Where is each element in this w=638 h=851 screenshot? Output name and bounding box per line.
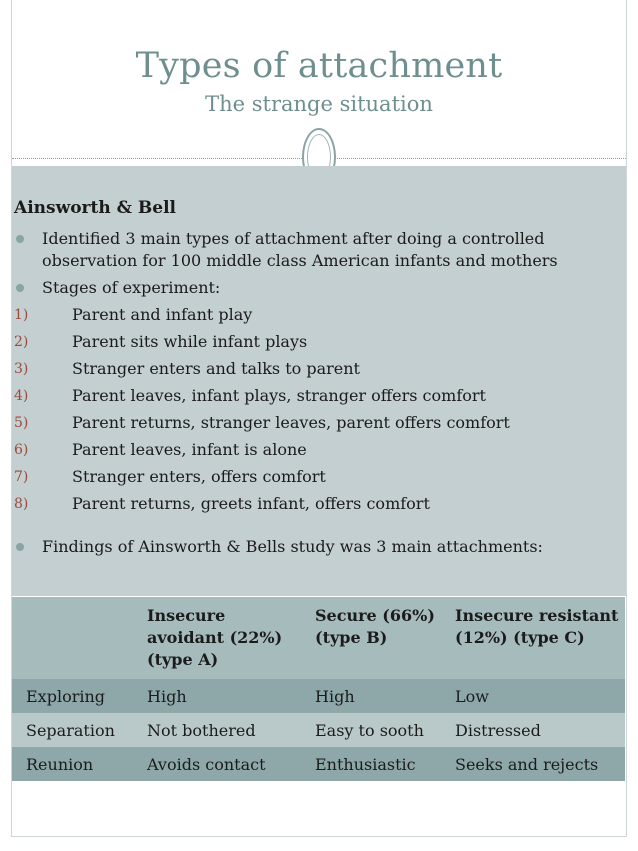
table-row-label: Exploring [12, 679, 133, 713]
attachment-table [12, 597, 625, 781]
bullet-dot-icon [16, 284, 24, 292]
table-cell: Avoids contact [133, 747, 301, 781]
table-header-cell: Insecure resistant (12%) (type C) [441, 597, 625, 679]
bullet-dot-icon [16, 235, 24, 243]
stage-text: Parent leaves, infant is alone [72, 440, 307, 459]
bottom-margin [0, 839, 638, 851]
table-cell: Enthusiastic [301, 747, 441, 781]
body-text [14, 194, 614, 563]
stage-text: Parent returns, greets infant, offers comfort [72, 494, 430, 513]
stage-text: Stranger enters, offers comfort [72, 467, 326, 486]
stage-item [14, 493, 614, 515]
stage-text: Parent returns, stranger leaves, parent offers comfort [72, 413, 510, 432]
stage-text: Stranger enters and talks to parent [72, 359, 360, 378]
content-heading: Ainsworth & Bell [14, 198, 177, 218]
stage-item [14, 412, 614, 434]
table-header-cell: Insecure avoidant (22%) (type A) [133, 597, 301, 679]
table-row [12, 713, 625, 747]
stage-number: 3) [14, 361, 29, 377]
table-cell: Easy to sooth [301, 713, 441, 747]
bullet-item [14, 536, 614, 558]
table-row-label: Reunion [12, 747, 133, 781]
table-cell: High [133, 679, 301, 713]
table-cell: Distressed [441, 713, 625, 747]
stage-number: 1) [14, 307, 29, 323]
stage-number: 8) [14, 496, 29, 512]
bullet-text: Identified 3 main types of attachment after doing a controlled observation for 100 middle class American infants and mothers [42, 229, 558, 270]
stage-number: 4) [14, 388, 29, 404]
stage-item [14, 304, 614, 326]
stage-item [14, 358, 614, 380]
table-header-row [12, 597, 625, 679]
bullet-item [14, 228, 614, 272]
stage-item [14, 439, 614, 461]
table-header-cell [12, 597, 133, 679]
stage-text: Parent leaves, infant plays, stranger offers comfort [72, 386, 486, 405]
stage-number: 6) [14, 442, 29, 458]
table-cell: Seeks and rejects [441, 747, 625, 781]
stage-number: 2) [14, 334, 29, 350]
table-header-cell: Secure (66%) (type B) [301, 597, 441, 679]
table-cell: High [301, 679, 441, 713]
bullet-text: Stages of experiment: [42, 278, 221, 297]
bullet-text: Findings of Ainsworth & Bells study was 3 main attachments: [42, 537, 543, 556]
stage-text: Parent and infant play [72, 305, 253, 324]
spacer [14, 520, 614, 536]
table-row [12, 679, 625, 713]
slide-subtitle: The strange situation [205, 92, 433, 116]
stage-item [14, 331, 614, 353]
table-row-label: Separation [12, 713, 133, 747]
stage-text: Parent sits while infant plays [72, 332, 308, 351]
table-cell: Low [441, 679, 625, 713]
stage-item [14, 385, 614, 407]
table-cell: Not bothered [133, 713, 301, 747]
bullet-dot-icon [16, 543, 24, 551]
slide-title: Types of attachment [135, 46, 503, 86]
stage-item [14, 466, 614, 488]
stage-number: 7) [14, 469, 29, 485]
table-row [12, 747, 625, 781]
stage-number: 5) [14, 415, 29, 431]
bullet-item [14, 277, 614, 299]
